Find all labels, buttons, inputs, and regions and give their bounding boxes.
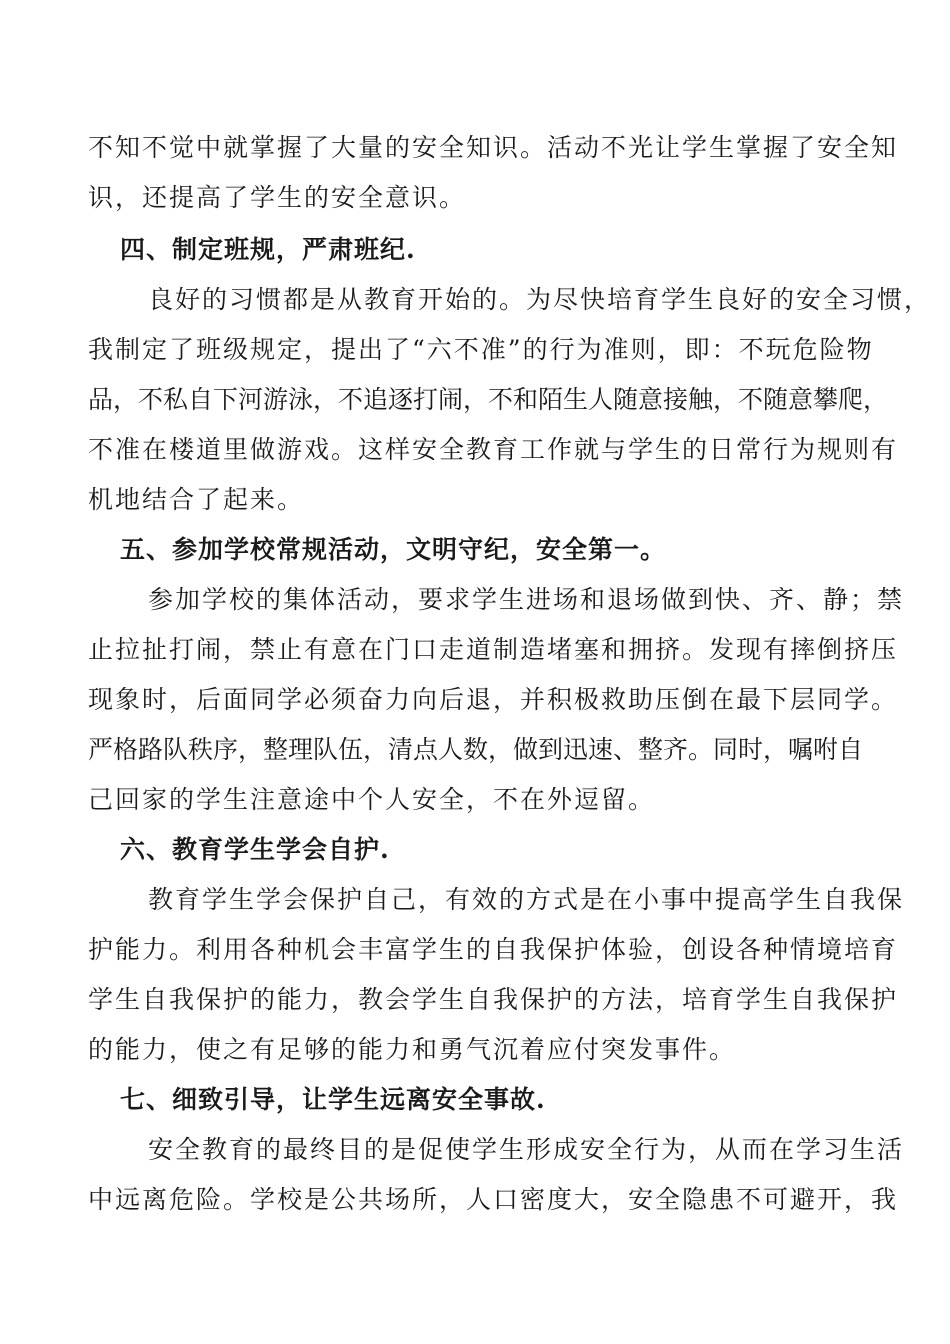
paragraph-line: 中远离危险。学校是公共场所，人口密度大，安全隐患不可避开，我 [88, 1185, 899, 1214]
paragraph-line: 护能力。利用各种机会丰富学生的自我保护体验，创设各种情境培育 [88, 935, 899, 964]
paragraph-line: 己回家的学生注意途中个人安全，不在外逗留。 [88, 785, 656, 814]
paragraph-line: 严格路队秩序，整理队伍，清点人数，做到迅速、整齐。同时，嘱咐自 [88, 735, 864, 764]
paragraph-line: 参加学校的集体活动，要求学生进场和退场做到快、齐、静；禁 [148, 585, 905, 614]
paragraph-line: 教育学生学会保护自己，有效的方式是在小事中提高学生自我保 [148, 885, 905, 914]
paragraph-line: 良好的习惯都是从教育开始的。为尽快培育学生良好的安全习惯， [148, 285, 932, 314]
paragraph-line: 机地结合了起来。 [88, 485, 305, 514]
paragraph-line: 不准在楼道里做游戏。这样安全教育工作就与学生的日常行为规则有 [88, 435, 899, 464]
paragraph-line: 品，不私自下河游泳，不追逐打闹，不和陌生人随意接触，不随意攀爬， [88, 385, 889, 414]
paragraph-line: 止拉扯打闹，禁止有意在门口走道制造堵塞和拥挤。发现有摔倒挤压 [88, 635, 899, 664]
paragraph-line: 我制定了班级规定，提出了“六不准”的行为准则，即：不玩危险物 [88, 335, 874, 364]
paragraph-line: 识，还提高了学生的安全意识。 [88, 183, 467, 212]
section-heading: 四、制定班规，严肃班纪. [120, 235, 416, 264]
paragraph-line: 学生自我保护的能力，教会学生自我保护的方法，培育学生自我保护 [88, 985, 899, 1014]
paragraph-line: 不知不觉中就掌握了大量的安全知识。活动不光让学生掌握了安全知 [88, 133, 899, 162]
section-heading: 七、细致引导，让学生远离安全事故. [120, 1085, 546, 1114]
section-heading: 六、教育学生学会自护. [120, 835, 390, 864]
paragraph-line: 安全教育的最终目的是促使学生形成安全行为，从而在学习生活 [148, 1135, 905, 1164]
section-heading: 五、参加学校常规活动，文明守纪，安全第一。 [120, 535, 667, 564]
paragraph-line: 的能力，使之有足够的能力和勇气沉着应付突发事件。 [88, 1035, 737, 1064]
paragraph-line: 现象时，后面同学必须奋力向后退，并积极救助压倒在最下层同学。 [88, 685, 899, 714]
